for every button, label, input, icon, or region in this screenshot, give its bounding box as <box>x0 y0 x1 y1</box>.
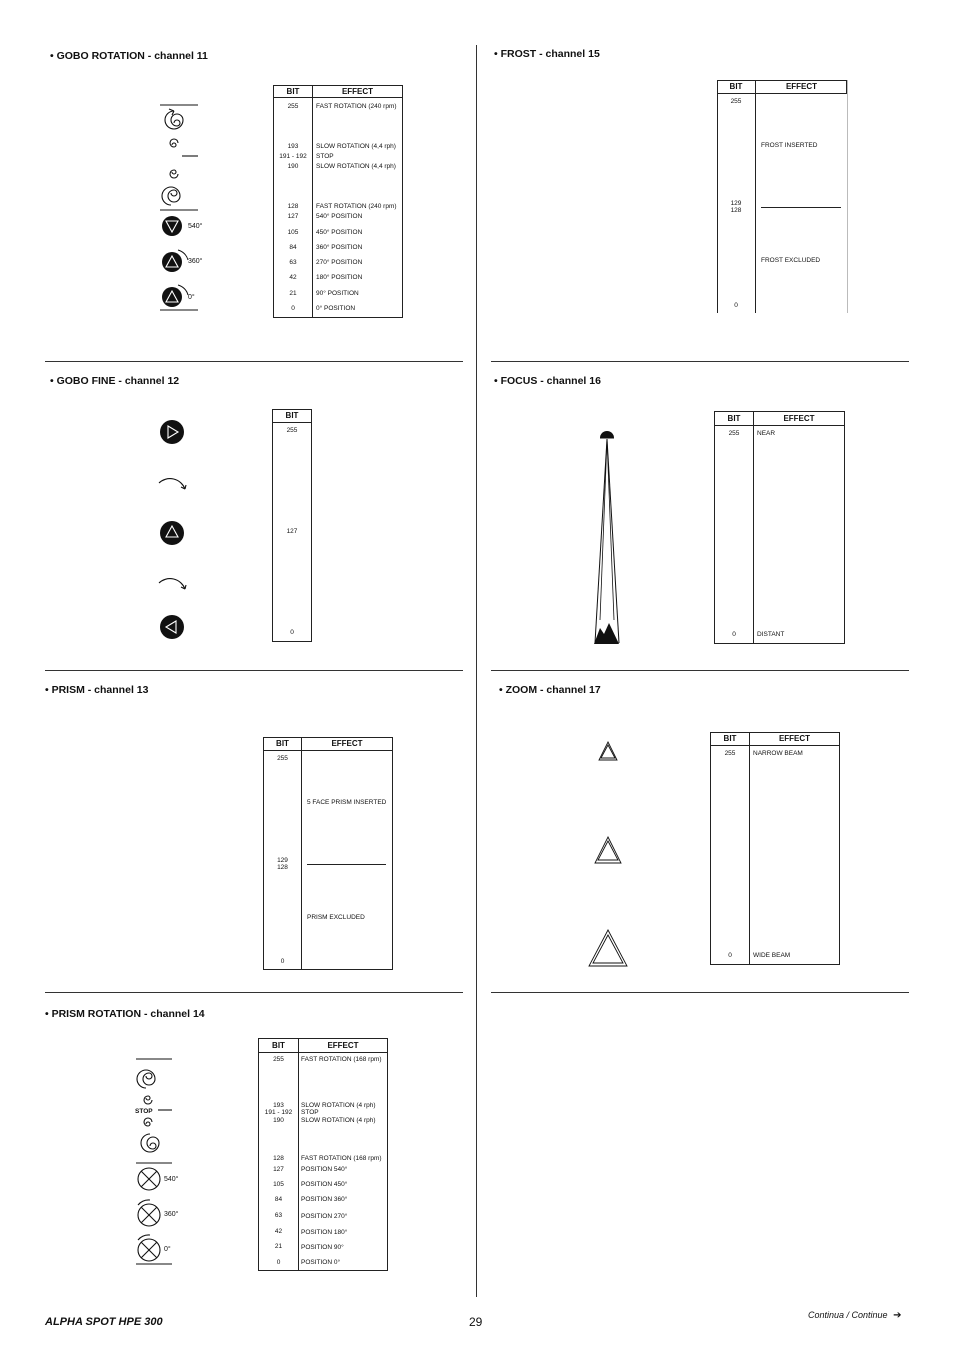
table-row-bit: 0 <box>728 952 732 959</box>
table-row-bit: 193 <box>273 1102 284 1109</box>
table-header <box>259 1039 387 1053</box>
table-row-effect: POSITION 540° <box>301 1166 348 1173</box>
table-row-effect: POSITION 450° <box>301 1181 348 1188</box>
table-row-effect: WIDE BEAM <box>753 952 791 959</box>
table-row-effect: 540° POSITION <box>316 213 363 220</box>
column-separator <box>301 738 302 969</box>
narrow-beam-icon <box>599 742 617 760</box>
table-row-effect: SLOW ROTATION (4 rph) <box>301 1117 376 1124</box>
focus-table <box>714 411 845 644</box>
table-row-bit: 0 <box>276 1259 281 1266</box>
bit-header: BIT <box>272 1041 285 1050</box>
range-separator <box>307 864 386 865</box>
table-row-effect: POSITION 0° <box>301 1259 341 1266</box>
table-row-bit: 129 <box>730 200 742 207</box>
table-row-bit: 0 <box>280 958 285 965</box>
heading-zoom: • ZOOM - channel 17 <box>499 684 601 696</box>
stop-label: STOP <box>135 1108 153 1115</box>
gobo-rotation-icons <box>150 95 210 315</box>
table-row-bit: 190 <box>287 163 299 170</box>
spiral-cw-small-icon <box>170 170 178 178</box>
table-row-effect: 0° POSITION <box>316 305 356 312</box>
frost-left-border <box>717 80 718 313</box>
table-row-bit: 128 <box>730 207 742 214</box>
table-row-effect: POSITION 180° <box>301 1229 348 1236</box>
zoom-icons <box>585 735 631 970</box>
table-row-effect: POSITION 90° <box>301 1244 344 1251</box>
table-row-effect: FROST EXCLUDED <box>761 257 821 264</box>
wide-beam-icon <box>589 930 627 966</box>
continue-label <box>808 1310 901 1321</box>
frost-table <box>717 80 848 313</box>
table-row-bit: 63 <box>274 1212 283 1219</box>
table-row-effect: 270° POSITION <box>316 259 363 266</box>
table-row-effect: SLOW ROTATION (4,4 rph) <box>316 163 396 170</box>
gobo-540-icon <box>162 216 182 236</box>
section-divider <box>45 361 463 362</box>
section-divider <box>45 670 463 671</box>
table-row-bit: 84 <box>274 1196 283 1203</box>
table-row-effect: NARROW BEAM <box>753 750 803 757</box>
continue-text: Continua / Continue <box>808 1310 888 1320</box>
heading-gobo-fine: • GOBO FINE - channel 12 <box>50 375 180 387</box>
table-row-bit: 63 <box>289 259 297 266</box>
bit-header: BIT <box>276 739 289 748</box>
table-row-effect: 180° POSITION <box>316 274 363 281</box>
section-divider <box>491 361 909 362</box>
frost-col-border <box>755 80 756 313</box>
table-header <box>715 412 844 426</box>
spiral-cw-icon <box>162 187 180 205</box>
spiral-ccw-icon <box>165 111 183 129</box>
column-separator <box>753 412 754 643</box>
table-row-effect: FROST INSERTED <box>761 142 818 149</box>
spiral-ccw-small-icon <box>170 139 178 147</box>
heading-prism-rotation: • PRISM ROTATION - channel 14 <box>45 1008 205 1020</box>
table-row-effect: NEAR <box>757 430 776 437</box>
medium-beam-icon <box>595 837 621 863</box>
table-row-effect: POSITION 270° <box>301 1213 348 1220</box>
table-row-bit: 127 <box>273 1166 284 1173</box>
table-row-bit: 42 <box>289 274 297 281</box>
table-row-bit: 191 - 192 <box>279 153 307 160</box>
prism-rotation-icons <box>130 1050 190 1270</box>
table-row-bit: 84 <box>289 244 297 251</box>
gobo-360-icon <box>162 250 188 272</box>
heading-focus: • FOCUS - channel 16 <box>494 375 601 387</box>
column-separator <box>298 1039 299 1270</box>
section-divider <box>491 670 909 671</box>
table-row-bit: 255 <box>724 750 736 757</box>
spiral-ccw-icon <box>141 1134 159 1152</box>
heading-prism: • PRISM - channel 13 <box>45 684 149 696</box>
angle-label: 0° <box>188 294 195 301</box>
bit-header: BIT <box>285 411 299 420</box>
effect-header: EFFECT <box>331 739 363 748</box>
heading-gobo-rotation: • GOBO ROTATION - channel 11 <box>50 50 208 62</box>
table-row-bit: 105 <box>273 1181 284 1188</box>
table-header <box>711 733 839 746</box>
table-row-bit: 0 <box>290 629 294 636</box>
zoom-table <box>710 732 840 965</box>
angle-label: 0° <box>164 1246 171 1253</box>
table-header <box>264 738 392 751</box>
table-row-effect: 450° POSITION <box>316 229 363 236</box>
table-row-effect: 90° POSITION <box>316 290 359 297</box>
table-row-effect: DISTANT <box>757 631 785 638</box>
table-row-bit: 191 - 192 <box>264 1109 293 1116</box>
gobo-left-icon <box>160 615 184 639</box>
page-number: 29 <box>469 1315 483 1329</box>
effect-header: EFFECT <box>341 87 374 96</box>
effect-header: EFFECT <box>778 734 811 743</box>
angle-label: 360° <box>164 1211 179 1218</box>
table-row-effect: POSITION 360° <box>301 1196 348 1203</box>
gobo-up-icon <box>160 521 184 545</box>
table-row-effect: FAST ROTATION (168 rpm) <box>301 1056 382 1063</box>
bit-header: BIT <box>723 734 737 743</box>
table-row-effect: SLOW ROTATION (4,4 rph) <box>316 143 396 150</box>
effect-header: EFFECT <box>327 1041 359 1050</box>
spiral-cw-icon <box>137 1070 155 1088</box>
bit-header: BIT <box>286 87 300 96</box>
table-row-effect: 360° POSITION <box>316 244 363 251</box>
prism-360-icon <box>138 1200 160 1226</box>
table-row-bit: 0 <box>734 302 738 309</box>
angle-label: 540° <box>164 1176 179 1183</box>
table-row-effect: FAST ROTATION (240 rpm) <box>316 203 397 210</box>
table-header <box>274 86 402 98</box>
table-row-bit: 127 <box>287 213 299 220</box>
column-separator <box>312 86 313 317</box>
table-row-bit: 128 <box>277 864 288 871</box>
product-title: ALPHA SPOT HPE 300 <box>45 1316 163 1328</box>
focus-beam-icon <box>590 420 624 650</box>
table-row-bit: 255 <box>287 103 299 110</box>
bit-header: BIT <box>727 414 741 423</box>
angle-label: 360° <box>188 258 203 265</box>
range-separator <box>761 207 841 208</box>
heading-frost: • FROST - channel 15 <box>494 48 600 60</box>
table-row-bit: 42 <box>274 1228 283 1235</box>
mountains-icon <box>594 623 619 644</box>
section-divider <box>45 992 463 993</box>
frost-right-border <box>847 80 848 313</box>
table-row-effect: SLOW ROTATION (4 rph) <box>301 1102 376 1109</box>
effect-header: EFFECT <box>785 82 818 91</box>
section-divider <box>491 992 909 993</box>
bit-header: BIT <box>729 82 743 91</box>
table-row-bit: 255 <box>277 755 288 762</box>
angle-label: 540° <box>188 223 203 230</box>
prism-540-icon <box>138 1168 160 1190</box>
table-row-bit: 128 <box>273 1155 284 1162</box>
table-row-bit: 190 <box>273 1117 284 1124</box>
table-row-effect: FAST ROTATION (168 rpm) <box>301 1155 382 1162</box>
prism-rotation-table <box>258 1038 388 1271</box>
table-row-bit: 255 <box>286 427 298 434</box>
table-row-bit: 0 <box>732 631 736 638</box>
table-row-effect: STOP <box>316 153 334 160</box>
table-row-bit: 21 <box>274 1243 283 1250</box>
table-row-effect: FAST ROTATION (240 rpm) <box>316 103 397 110</box>
gobo-fine-table <box>272 409 312 642</box>
table-row-bit: 105 <box>287 229 299 236</box>
table-row-effect: STOP <box>301 1109 319 1116</box>
spiral-cw-small-icon <box>144 1096 152 1104</box>
table-row-bit: 255 <box>730 98 742 105</box>
table-row-bit: 127 <box>286 528 298 535</box>
table-row-bit: 193 <box>287 143 299 150</box>
spiral-ccw-small-icon <box>144 1118 152 1126</box>
table-row-bit: 21 <box>289 290 297 297</box>
arrow-right-icon: ➔ <box>893 1310 902 1321</box>
table-row-bit: 0 <box>291 305 295 312</box>
effect-header: EFFECT <box>783 414 815 423</box>
table-header <box>273 410 311 423</box>
table-row-effect: 5 FACE PRISM INSERTED <box>307 799 387 806</box>
table-row-effect: PRISM EXCLUDED <box>307 914 365 921</box>
table-row-bit: 255 <box>728 430 740 437</box>
table-row-bit: 128 <box>287 203 299 210</box>
prism-table <box>263 737 393 970</box>
table-row-bit: 129 <box>277 857 288 864</box>
gobo-fine-icons <box>150 415 200 645</box>
gobo-right-icon <box>160 420 184 444</box>
column-separator <box>749 733 750 964</box>
column-divider <box>476 45 477 1297</box>
table-row-bit: 255 <box>273 1056 284 1063</box>
gobo-rotation-table <box>273 85 403 318</box>
